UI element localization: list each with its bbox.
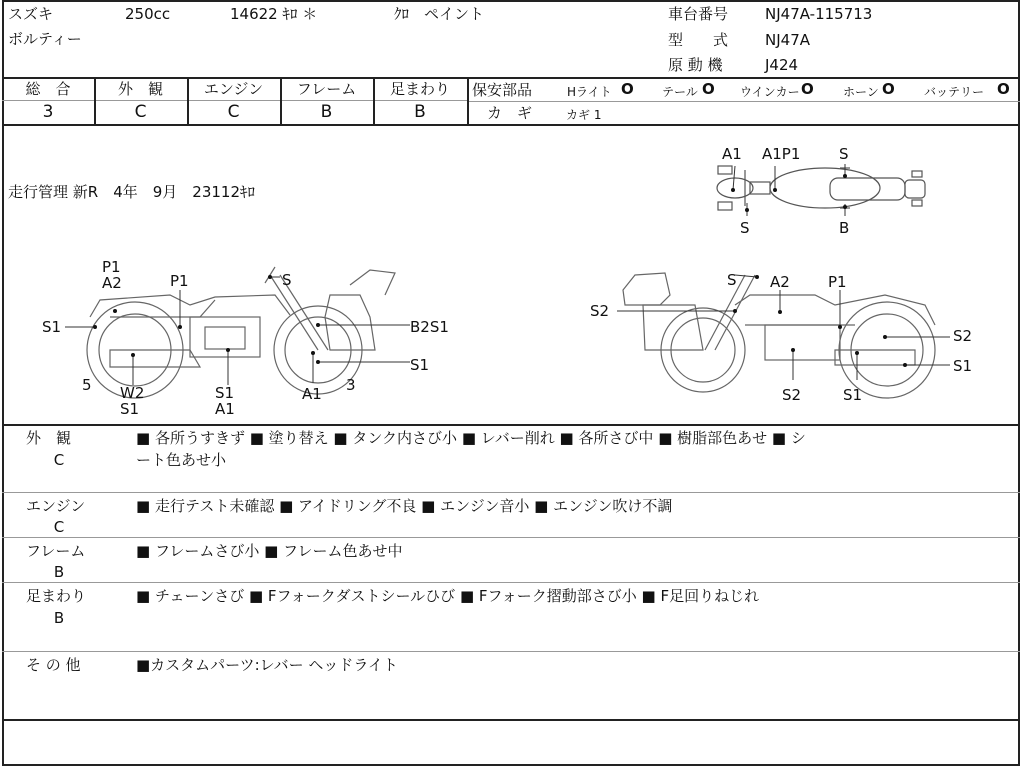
- label-a1-fw: A1: [302, 385, 322, 403]
- comment-engine-grade: C: [53, 518, 65, 536]
- label-s-mirror: S: [282, 271, 292, 289]
- engine-label: 原 動 機: [668, 56, 723, 74]
- label-b2s1: B2S1: [410, 318, 449, 336]
- safety-battery: バッテリー: [924, 85, 985, 99]
- comment-engine-text: ■ 走行テスト未確認 ■ アイドリング不良 ■ エンジン音小 ■ エンジン吹け不調: [136, 497, 673, 515]
- label-w2: W2: [120, 384, 145, 402]
- motorcycle-top-view: [700, 140, 960, 240]
- grade-exterior-value: C: [134, 102, 147, 122]
- grade-exterior-label: 外 観: [117, 80, 163, 98]
- label-a2: A2: [102, 274, 122, 292]
- divider: [2, 719, 1020, 721]
- label-a2-r: A2: [770, 273, 790, 291]
- safety-winker-mark: O: [801, 80, 814, 98]
- type-value: NJ47A: [765, 31, 810, 49]
- divider: [2, 582, 1020, 583]
- comment-exterior-text: ■ 各所うすきず ■ 塗り替え ■ タンク内さび小 ■ レバー削れ ■ 各所さび中 ■ 樹脂部色あせ ■ シ: [136, 429, 806, 447]
- comment-exterior-grade: C: [53, 451, 65, 469]
- comment-frame-grade: B: [53, 563, 65, 581]
- safety-label: 保安部品: [472, 81, 533, 99]
- label-a1: A1: [722, 145, 742, 163]
- mileage: 14622 ｷﾛ ＊: [230, 5, 318, 23]
- safety-horn-mark: O: [882, 80, 895, 98]
- label-s2-rear: S2: [590, 302, 610, 320]
- comment-suspension-grade: B: [53, 609, 65, 627]
- comment-suspension-text: ■ チェーンさび ■ Fフォークダストシールひび ■ Fフォーク摺動部さび小 ■ F足回りねじれ: [136, 587, 760, 605]
- label-s1-right-r: S1: [953, 357, 973, 375]
- safety-winker: ウインカー: [740, 85, 800, 99]
- motorcycle-right-view: [585, 265, 985, 410]
- frame-no-label: 車台番号: [668, 5, 729, 23]
- grade-frame-label: フレーム: [296, 80, 357, 98]
- grade-overall-value: 3: [42, 102, 54, 122]
- divider: [467, 77, 469, 124]
- engine-value: J424: [765, 56, 799, 74]
- label-s-top: S: [839, 145, 849, 163]
- displacement: 250cc: [125, 5, 171, 23]
- safety-horn: ホーン: [843, 85, 879, 99]
- grade-overall-label: 総 合: [25, 80, 71, 98]
- comment-exterior-text-2: ート色あせ小: [136, 451, 227, 469]
- grade-suspension-value: B: [414, 102, 426, 122]
- safety-headlight-mark: O: [621, 80, 634, 98]
- motorcycle-left-view: [40, 255, 470, 420]
- paint: ｸﾛ ペイント: [394, 5, 485, 23]
- label-s1-mid: S1: [215, 384, 235, 402]
- divider: [2, 100, 468, 101]
- label-p1: P1: [102, 258, 121, 276]
- divider: [2, 537, 1020, 538]
- comment-frame-text: ■ フレームさび小 ■ フレーム色あせ中: [136, 542, 403, 560]
- label-5: 5: [82, 376, 92, 394]
- label-s1-front: S1: [42, 318, 62, 336]
- key-label: カ ギ: [487, 104, 533, 122]
- label-a1p1: A1P1: [762, 145, 801, 163]
- model-name: ボルティー: [8, 30, 82, 48]
- divider: [2, 492, 1020, 493]
- divider: [2, 424, 1020, 426]
- divider: [2, 651, 1020, 652]
- maker: スズキ: [8, 5, 54, 23]
- frame-no: NJ47A-115713: [765, 5, 873, 23]
- label-s1-bottom: S1: [843, 386, 863, 404]
- comment-frame-label: フレーム: [26, 542, 86, 560]
- comment-other-text: ■カスタムパーツ:レバー ヘッドライト: [136, 656, 398, 674]
- label-3: 3: [346, 376, 356, 394]
- comment-other-label: そ の 他: [26, 656, 81, 674]
- label-p1-tank: P1: [170, 272, 189, 290]
- comment-exterior-label: 外 観: [26, 429, 72, 447]
- grade-engine-label: エンジン: [203, 80, 264, 98]
- safety-battery-mark: O: [997, 80, 1010, 98]
- grade-engine-value: C: [227, 102, 240, 122]
- label-s2-right: S2: [953, 327, 973, 345]
- safety-tail: テール: [662, 85, 698, 99]
- safety-tail-mark: O: [702, 80, 715, 98]
- label-s2-bottom: S2: [782, 386, 802, 404]
- divider: [2, 77, 1020, 79]
- grade-frame-value: B: [320, 102, 333, 122]
- label-s1-right: S1: [410, 356, 430, 374]
- safety-headlight: Hライト: [567, 85, 612, 99]
- comment-suspension-label: 足まわり: [26, 587, 87, 605]
- divider: [468, 101, 1020, 102]
- label-a1-mid: A1: [215, 400, 235, 418]
- comment-engine-label: エンジン: [26, 497, 86, 515]
- label-s-mirror-r: S: [727, 271, 737, 289]
- label-b: B: [839, 219, 850, 237]
- grade-suspension-label: 足まわり: [389, 80, 450, 98]
- label-p1-r: P1: [828, 273, 847, 291]
- type-label: 型 式: [668, 31, 729, 49]
- label-s1-w: S1: [120, 400, 140, 418]
- divider: [2, 124, 1020, 126]
- label-s-bottom: S: [740, 219, 750, 237]
- key-value: カギ 1: [566, 108, 602, 122]
- mileage-management: 走行管理 新R 4年 9月 23112ｷﾛ: [8, 183, 255, 201]
